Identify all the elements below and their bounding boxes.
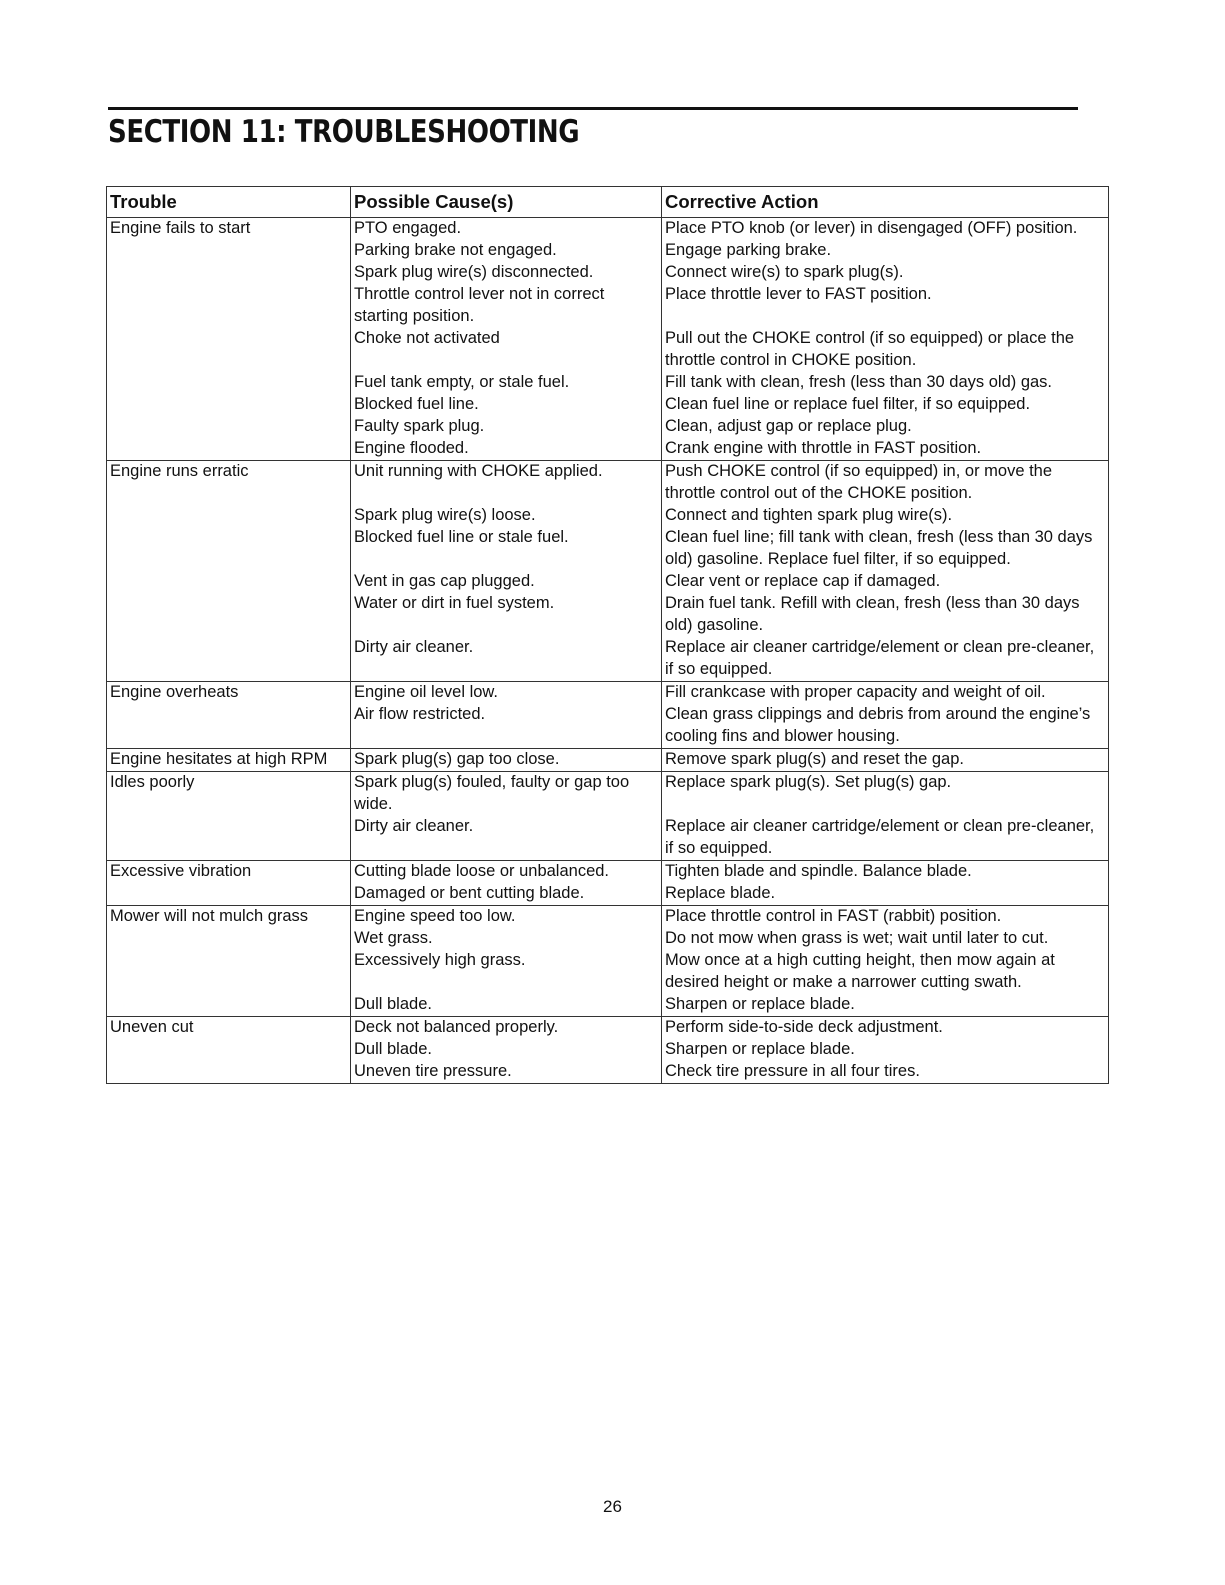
action-text: Fill tank with clean, fresh (less than 30 days old) gas. — [665, 373, 1053, 391]
action-cell — [662, 461, 1109, 682]
cause-cell — [351, 861, 662, 906]
trouble-cell: Idles poorly — [107, 772, 351, 861]
trouble-cell: Uneven cut — [107, 1017, 351, 1084]
header-possible-causes: Possible Cause(s) — [351, 187, 662, 218]
cause-cell — [351, 461, 662, 682]
action-text: Check tire pressure in all four tires. — [665, 1062, 920, 1080]
cause-cell — [351, 218, 662, 461]
action-cell — [662, 218, 1109, 461]
cause-text: Excessively high grass. — [354, 951, 526, 969]
table-row — [107, 682, 1109, 749]
table-row — [107, 772, 1109, 861]
cause-text: Blocked fuel line. — [354, 395, 479, 413]
cause-text: Faulty spark plug. — [354, 417, 485, 435]
table-row — [107, 461, 1109, 682]
action-cell — [662, 749, 1109, 772]
cause-cell — [351, 772, 662, 861]
cause-text: Parking brake not engaged. — [354, 241, 557, 259]
trouble-cell: Excessive vibration — [107, 861, 351, 906]
cause-text: Spark plug wire(s) disconnected. — [354, 263, 594, 281]
trouble-cell: Mower will not mulch grass — [107, 906, 351, 1017]
action-text: Replace air cleaner cartridge/element or clean pre-cleaner, if so equipped. — [665, 817, 1095, 857]
cause-text: Dull blade. — [354, 995, 432, 1013]
action-text: Do not mow when grass is wet; wait until later to cut. — [665, 929, 1049, 947]
cause-text: Damaged or bent cutting blade. — [354, 884, 585, 902]
action-text: Clean fuel line or replace fuel filter, if so equipped. — [665, 395, 1031, 413]
cause-text: Blocked fuel line or stale fuel. — [354, 528, 569, 546]
trouble-cell: Engine runs erratic — [107, 461, 351, 682]
cause-text: Cutting blade loose or unbalanced. — [354, 862, 610, 880]
trouble-cell: Engine overheats — [107, 682, 351, 749]
action-text: Remove spark plug(s) and reset the gap. — [665, 750, 964, 768]
cause-text: Engine flooded. — [354, 439, 469, 457]
cause-text: Unit running with CHOKE applied. — [354, 462, 603, 480]
cause-text: Fuel tank empty, or stale fuel. — [354, 373, 570, 391]
action-text: Replace spark plug(s). Set plug(s) gap. — [665, 773, 952, 791]
table-row — [107, 749, 1109, 772]
table-row — [107, 218, 1109, 461]
cause-cell — [351, 906, 662, 1017]
action-text: Connect wire(s) to spark plug(s). — [665, 263, 904, 281]
header-corrective-action: Corrective Action — [662, 187, 1109, 218]
page-number: 26 — [603, 1497, 622, 1516]
cause-cell — [351, 682, 662, 749]
action-cell — [662, 906, 1109, 1017]
top-rule — [108, 107, 1078, 110]
cause-text: Uneven tire pressure. — [354, 1062, 512, 1080]
troubleshooting-table — [106, 186, 1109, 1084]
cause-text: Dull blade. — [354, 1040, 432, 1058]
cause-text: Dirty air cleaner. — [354, 817, 474, 835]
action-text: Fill crankcase with proper capacity and weight of oil. — [665, 683, 1046, 701]
table-body — [107, 218, 1109, 1084]
action-text: Pull out the CHOKE control (if so equipped) or place the throttle control in CHOKE position. — [665, 329, 1075, 369]
action-text: Clear vent or replace cap if damaged. — [665, 572, 941, 590]
cause-text: Engine speed too low. — [354, 907, 516, 925]
action-text: Place PTO knob (or lever) in disengaged (OFF) position. — [665, 219, 1078, 237]
action-text: Connect and tighten spark plug wire(s). — [665, 506, 953, 524]
cause-text: Throttle control lever not in correct starting position. — [354, 285, 605, 325]
action-text: Sharpen or replace blade. — [665, 995, 855, 1013]
action-text: Push CHOKE control (if so equipped) in, or move the throttle control out of the CHOKE position. — [665, 462, 1053, 502]
table-row — [107, 861, 1109, 906]
action-text: Drain fuel tank. Refill with clean, fresh (less than 30 days old) gasoline. — [665, 594, 1080, 634]
cause-text: PTO engaged. — [354, 219, 462, 237]
cause-text: Spark plug(s) gap too close. — [354, 750, 560, 768]
cause-text: Engine oil level low. — [354, 683, 499, 701]
trouble-cell: Engine fails to start — [107, 218, 351, 461]
action-text: Engage parking brake. — [665, 241, 832, 259]
cause-text: Choke not activated — [354, 329, 500, 347]
action-text: Perform side-to-side deck adjustment. — [665, 1018, 943, 1036]
section-title: SECTION 11: TROUBLESHOOTING — [108, 114, 580, 150]
cause-text: Dirty air cleaner. — [354, 638, 474, 656]
action-text: Crank engine with throttle in FAST position. — [665, 439, 982, 457]
action-cell — [662, 682, 1109, 749]
cause-text: Vent in gas cap plugged. — [354, 572, 535, 590]
header-trouble: Trouble — [107, 187, 351, 218]
action-text: Replace blade. — [665, 884, 776, 902]
action-text: Replace air cleaner cartridge/element or clean pre-cleaner, if so equipped. — [665, 638, 1095, 678]
action-text: Sharpen or replace blade. — [665, 1040, 855, 1058]
table-row — [107, 1017, 1109, 1084]
action-cell — [662, 861, 1109, 906]
action-text: Clean grass clippings and debris from around the engine’s cooling fins and blower housing. — [665, 705, 1091, 745]
action-text: Clean, adjust gap or replace plug. — [665, 417, 912, 435]
action-text: Place throttle lever to FAST position. — [665, 285, 932, 303]
cause-cell — [351, 749, 662, 772]
action-text: Tighten blade and spindle. Balance blade. — [665, 862, 972, 880]
cause-text: Deck not balanced properly. — [354, 1018, 559, 1036]
action-text: Place throttle control in FAST (rabbit) position. — [665, 907, 1002, 925]
cause-text: Wet grass. — [354, 929, 433, 947]
cause-text: Air flow restricted. — [354, 705, 486, 723]
action-cell — [662, 772, 1109, 861]
table-header-row — [107, 187, 1109, 218]
action-text: Clean fuel line; fill tank with clean, fresh (less than 30 days old) gasoline. Replace fuel filter, if so equipped. — [665, 528, 1093, 568]
cause-text: Spark plug wire(s) loose. — [354, 506, 536, 524]
action-cell — [662, 1017, 1109, 1084]
cause-text: Spark plug(s) fouled, faulty or gap too wide. — [354, 773, 630, 813]
cause-cell — [351, 1017, 662, 1084]
trouble-cell: Engine hesitates at high RPM — [107, 749, 351, 772]
table-row — [107, 906, 1109, 1017]
action-text: Mow once at a high cutting height, then mow again at desired height or make a narrower cutting swath. — [665, 951, 1055, 991]
cause-text: Water or dirt in fuel system. — [354, 594, 555, 612]
